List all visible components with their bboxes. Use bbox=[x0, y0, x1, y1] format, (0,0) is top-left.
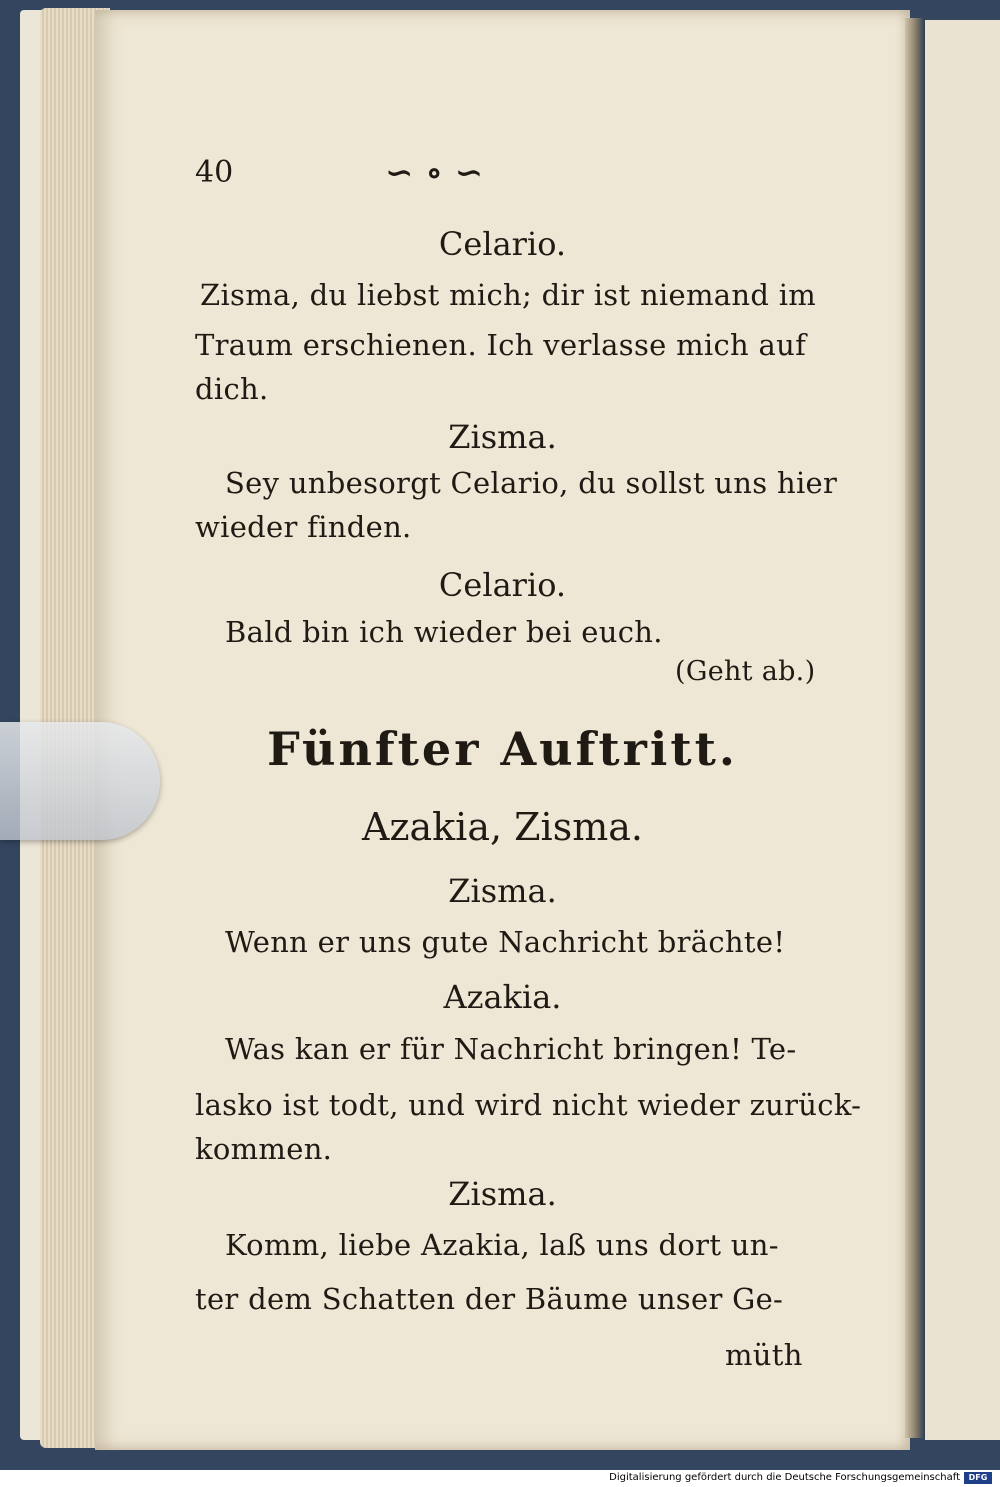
book-gutter bbox=[905, 18, 925, 1438]
funding-credit: Digitalisierung gefördert durch die Deutsche Forschungsgemeinschaft bbox=[609, 1472, 960, 1483]
speaker-label: Celario. bbox=[438, 566, 567, 604]
speaker-label: Zisma. bbox=[448, 1175, 557, 1213]
text-line: ter dem Schatten der Bäume unser Ge- bbox=[195, 1282, 784, 1316]
speaker-label: Zisma. bbox=[448, 418, 557, 456]
text-line: Traum erschienen. Ich verlasse mich auf bbox=[195, 328, 807, 362]
text-line: dich. bbox=[195, 372, 269, 406]
dfg-logo-icon: DFG bbox=[964, 1472, 992, 1484]
text-line: wieder finden. bbox=[195, 510, 412, 544]
speaker-label: Zisma. bbox=[448, 872, 557, 910]
page-clip bbox=[0, 722, 160, 840]
header-ornament: ∽ ∘ ∽ bbox=[385, 153, 484, 193]
text-line: Wenn er uns gute Nachricht brächte! bbox=[225, 925, 786, 959]
cast-list: Azakia, Zisma. bbox=[362, 805, 643, 849]
speaker-label: Celario. bbox=[438, 225, 567, 263]
text-line: Bald bin ich wieder bei euch. bbox=[225, 615, 663, 649]
stage-direction: (Geht ab.) bbox=[675, 656, 816, 687]
page-number: 40 bbox=[195, 155, 234, 190]
text-line: Was kan er für Nachricht bringen! Te- bbox=[225, 1032, 797, 1066]
catchword: müth bbox=[725, 1338, 803, 1372]
facing-page-edge bbox=[925, 20, 1000, 1440]
text-line: Sey unbesorgt Celario, du sollst uns hier bbox=[225, 466, 838, 500]
text-line: Zisma, du liebst mich; dir ist niemand im bbox=[200, 278, 817, 312]
book-page bbox=[95, 10, 910, 1450]
text-line: Komm, liebe Azakia, laß uns dort un- bbox=[225, 1228, 779, 1262]
text-line: lasko ist todt, und wird nicht wieder zurück- bbox=[195, 1088, 862, 1122]
scene-title: Fünfter Auftritt. bbox=[267, 722, 738, 776]
text-line: kommen. bbox=[195, 1132, 333, 1166]
speaker-label: Azakia. bbox=[443, 978, 562, 1016]
footer-bar bbox=[0, 1470, 1000, 1487]
